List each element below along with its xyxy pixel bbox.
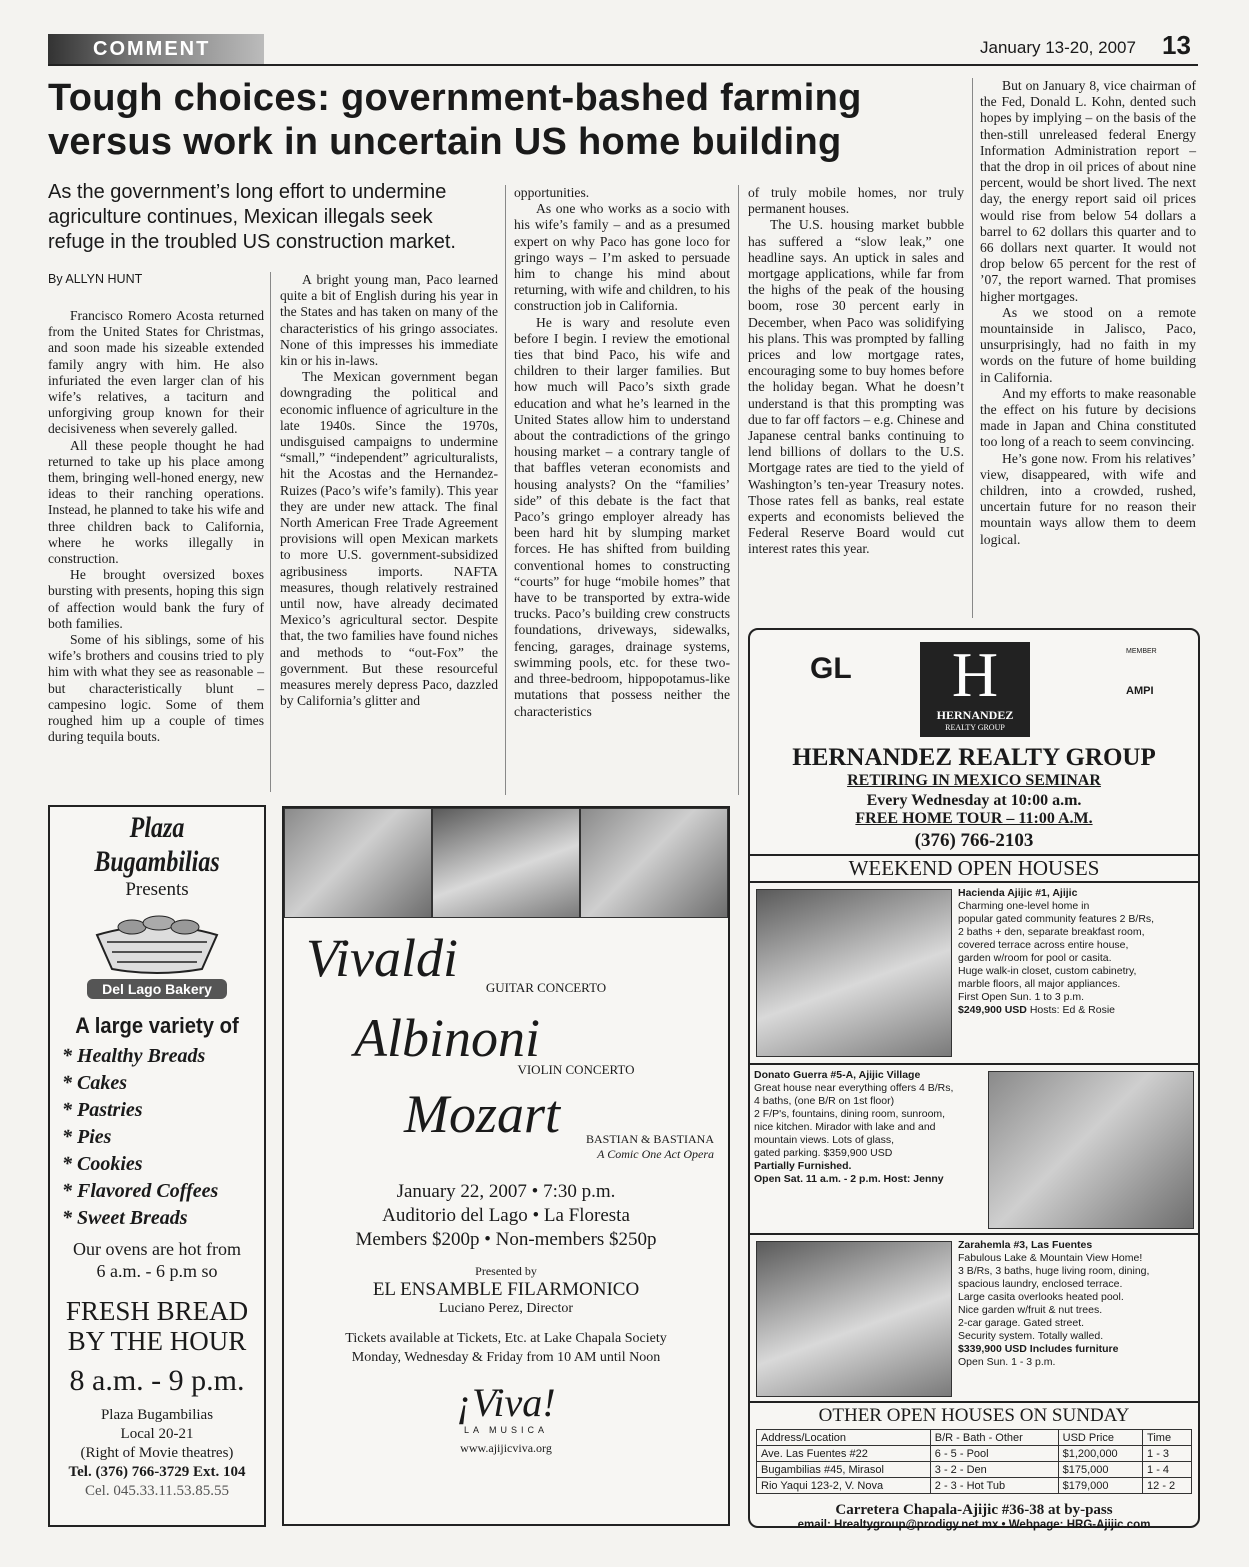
guitar-photo — [580, 808, 728, 918]
column-1 — [48, 308, 264, 745]
open-houses-table — [756, 1429, 1192, 1494]
listing-price-host — [958, 1004, 1194, 1017]
listing-2 — [750, 1065, 1198, 1235]
paragraph: As we stood on a remote mountainside in Jalisco, Paco, unsurprisingly, had no faith in my words on the future of home building in California. — [980, 304, 1196, 385]
weekend-heading: WEEKEND OPEN HOUSES — [750, 854, 1198, 883]
table-row — [757, 1446, 1192, 1462]
ampi-logo: AMPI — [1126, 685, 1154, 697]
address-line: Plaza Bugambilias — [100, 1407, 214, 1423]
bakery-item: * Pies — [62, 1126, 112, 1148]
paragraph: He’s gone now. From his relatives’ view, disappeared, with wife and children, into a crowded, rushed, uncertain future for no reason their mountain ways allow them to deem logical. — [980, 450, 1196, 547]
listing-line: Security system. Totally walled. — [958, 1330, 1104, 1342]
headline — [48, 76, 968, 164]
realty-tour: FREE HOME TOUR – 11:00 A.M. — [855, 810, 1093, 827]
mozart-title: Mozart — [404, 1084, 561, 1144]
ticket-line: Tickets available at Tickets, Etc. at Lake Chapala Society — [345, 1331, 667, 1346]
listing-title: Donato Guerra #5-A, Ajijic Village — [754, 1069, 921, 1081]
listing-line: Great house near everything offers 4 B/Rs, — [754, 1082, 954, 1094]
address-line: (Right of Movie theatres) — [80, 1445, 234, 1461]
ensemble-name: EL ENSAMBLE FILARMONICO — [372, 1279, 640, 1300]
listing-text — [958, 1239, 1194, 1369]
column-2 — [280, 272, 498, 709]
bakery-logo: Del Lago Bakery — [87, 979, 227, 999]
bakery-tel: Tel. (376) 766-3729 Ext. 104 — [68, 1464, 246, 1480]
column-rule — [270, 272, 271, 792]
paragraph: He is wary and resolute even before I begin. I review the emotional ties that bind Paco, his wife and children to their larger families. But how much will Paco’s sixth grade education and what he’s learned in the United States allow him to understand about the contradictions of the gringo housing market – a contrary tangle of that baffles veteran economists and housing analysts? On the “families’ side” of this debate is the fact that Paco’s gringo employer already has been hard hit by slumping market forces. He has shifted from building conventional homes to constructing “courts” for huge “mobile homes” that have to be transported by extra-wide trucks. Paco’s building crew constructs foundations, driveways, sidewalks, fencing, garages, drainage systems, swimming pools, etc. for these two- and three-bedroom, hippopotamus-like mutations that possess neither the characteristics — [514, 314, 730, 719]
page-number: 13 — [1162, 30, 1191, 60]
paragraph: He brought oversized boxes bursting with presents, hoping this sign of affection would bank the fury of both families. — [48, 567, 264, 631]
h-logo-band-2: REALTY GROUP — [945, 723, 1005, 732]
concert-price: Members $200p • Non-members $250p — [355, 1229, 657, 1250]
bakery-ad — [48, 805, 266, 1527]
column-5 — [980, 78, 1196, 548]
paragraph: The U.S. housing market bubble has suffered a “slow leak,” one headline says. An uptick in sales and mortgage applications, while far from the highs of the peak of the housing boom, rose 30 percent early in December, when Paco was solidifying his plans. This was prompted by falling prices and low mortgage rates, encouraging some to buy homes before the holiday began. What he doesn’t understand is that this prompting was due to far off factors – e.g. Chinese and Japanese central banks continuing to lend billions of dollars to the U.S. Mortgage rates are tied to the yield of Washington’s ten-year Treasury notes. Those rates fell as banks, real estate experts and economists believed the Federal Reserve Board would cut interest rates this year. — [748, 217, 964, 557]
table-cell: 2 - 3 - Hot Tub — [930, 1478, 1058, 1494]
paragraph: All these people thought he had returned to take up his place among them, bringing well-honed energy, new ideas to their ranching operations. Instead, he planned to take his wife and three children back to California, where he works illegally in construction. — [48, 437, 264, 567]
bakery-variety: A large variety of — [75, 1013, 239, 1038]
listing-extra: Partially Furnished. — [754, 1160, 852, 1172]
column-rule — [505, 185, 506, 795]
column-4 — [748, 185, 964, 558]
h-logo-letter: H — [951, 639, 999, 710]
viva-logo: ¡Viva! — [456, 1380, 556, 1425]
listing-line: covered terrace across entire house, — [958, 939, 1129, 951]
realty-phone: (376) 766-2103 — [914, 830, 1034, 851]
ovens-line: Our ovens are hot from — [73, 1239, 241, 1259]
headline-line-2: versus work in uncertain US home building — [48, 121, 842, 163]
bakery-hours: 8 a.m. - 9 p.m. — [69, 1364, 245, 1397]
listing-line: First Open Sun. 1 to 3 p.m. — [958, 991, 1085, 1003]
realty-when: Every Wednesday at 10:00 a.m. — [866, 792, 1082, 809]
bakery-ovens — [50, 1238, 264, 1282]
ampi-member-label: MEMBER — [1126, 648, 1157, 655]
viva-logo-sub: LA MUSICA — [463, 1425, 548, 1435]
table-cell: 3 - 2 - Den — [930, 1462, 1058, 1478]
ovens-line: 6 a.m. - 6 p.m so — [96, 1261, 218, 1281]
table-cell: 6 - 5 - Pool — [930, 1446, 1058, 1462]
listing-1 — [750, 883, 1198, 1065]
realty-ad — [748, 628, 1200, 1531]
listing-text — [958, 887, 1194, 1017]
listing-title: Hacienda Ajijic #1, Ajijic — [958, 887, 1078, 899]
table-cell: Rio Yaqui 123-2, V. Nova — [757, 1478, 931, 1494]
listing-photo — [988, 1071, 1194, 1229]
fresh-line: BY THE HOUR — [67, 1326, 247, 1356]
bakery-item: * Flavored Coffees — [62, 1180, 219, 1202]
listing-line: nice kitchen. Mirador with lake and and — [754, 1121, 936, 1133]
column-rule — [972, 78, 973, 618]
listing-line: 4 baths, (one B/R on 1st floor) — [754, 1095, 895, 1107]
deck-line-3: refuge in the troubled US construction market. — [48, 231, 456, 253]
paragraph: A bright young man, Paco learned quite a bit of English during his year in the States and has taken on many of the characteristics of his gringo associates. None of this impresses his immediate kin or his in-laws. — [280, 272, 498, 369]
realty-contact: email: Hrealtygroup@prodigy.net.mx • Webpage: HRG-Ajijic.com — [797, 1519, 1151, 1531]
listing-text — [754, 1069, 986, 1186]
musicians-photo — [284, 808, 728, 918]
paragraph: The Mexican government began downgrading the political and economic influence of agriculture in the late 1940s. Since the 1970s, undisguised campaigns to undermine “small,” “independent” agriculturalists, hit the Acostas and the Hernandez-Ruizes (Paco’s wife’s family). This year they are under new attack. The final North American Free Trade Agreement provisions will open Mexican markets to more U.S. government-subsidized agribusiness imports. NAFTA measures, though relatively restrained until now, have already decimated Mexico’s agricultural sector. Despite that, the two families have found niches and methods to “out-Fox” the government. But these resourceful measures merely depress Paco, dazzled by California’s glitter and — [280, 369, 498, 709]
table-header-cell: USD Price — [1058, 1430, 1142, 1446]
listing-3 — [750, 1235, 1198, 1403]
listing-line: Fabulous Lake & Mountain View Home! — [958, 1252, 1143, 1264]
deck-line-1: As the government’s long effort to undermine — [48, 181, 447, 203]
mozart-sub-1: BASTIAN & BASTIANA — [585, 1132, 714, 1146]
paragraph: Some of his siblings, some of his wife’s brothers and cousins tried to ply him with what they see as reasonable – but characteristically blunt – campesino logic. Some of them roughed him up a couple of times during tequila bouts. — [48, 632, 264, 745]
paragraph: As one who works as a socio with his wife’s family – and as a presumed expert on why Paco has gone loco for gringo ways – I’m asked to persuade him to change his mind about returning, with wife and children, to his construction job in California. — [514, 201, 730, 314]
bakery-title: Plaza Bugambilias — [94, 811, 220, 878]
paragraph: And my efforts to make reasonable the effect on his future by decisions made in Japan and China constituted too long of a reach to seem convincing. — [980, 385, 1196, 450]
bakery-item: * Cakes — [62, 1072, 127, 1094]
ticket-line: Monday, Wednesday & Friday from 10 AM until Noon — [351, 1350, 661, 1365]
table-cell: 1 - 4 — [1143, 1462, 1192, 1478]
albinoni-title: Albinoni — [354, 1008, 540, 1068]
listing-title: Zarahemla #3, Las Fuentes — [958, 1239, 1093, 1251]
bakery-item: * Cookies — [62, 1153, 143, 1175]
header-rule — [48, 64, 1198, 66]
realty-address: Carretera Chapala-Ajijic #36-38 at by-pass — [835, 1502, 1113, 1518]
address-line: Local 20-21 — [120, 1426, 194, 1442]
listing-line: Charming one-level home in — [958, 900, 1090, 912]
deck — [48, 180, 508, 255]
bakery-address — [50, 1406, 264, 1501]
realty-name: HERNANDEZ REALTY GROUP — [792, 744, 1156, 771]
table-cell: 1 - 3 — [1143, 1446, 1192, 1462]
listing-line: 2-car garage. Gated street. — [958, 1317, 1085, 1329]
viva-web: www.ajijicviva.org — [460, 1441, 552, 1455]
concert-ad — [282, 806, 730, 1526]
table-cell: $179,000 — [1058, 1478, 1142, 1494]
mozart-sub-2: A Comic One Act Opera — [597, 1147, 714, 1161]
violin-photo — [284, 808, 432, 918]
table-row — [757, 1478, 1192, 1494]
listing-host: Hosts: Ed & Rosie — [1029, 1004, 1116, 1016]
listing-price: $249,900 USD — [958, 1004, 1027, 1016]
listing-line: marble floors, all major appliances. — [958, 978, 1121, 990]
listing-price: $339,900 USD Includes furniture — [958, 1343, 1119, 1355]
listing-host: Open Sat. 11 a.m. - 2 p.m. Host: Jenny — [754, 1173, 944, 1185]
section-label: COMMENT — [48, 34, 264, 64]
director: Luciano Perez, Director — [438, 1301, 574, 1316]
listing-line: popular gated community features 2 B/Rs, — [958, 913, 1155, 925]
concert-date: January 22, 2007 • 7:30 p.m. — [396, 1181, 616, 1202]
ticket-info — [284, 1329, 728, 1367]
headline-line-1: Tough choices: government-bashed farming — [48, 77, 862, 119]
performers-photo — [432, 808, 580, 918]
paragraph: But on January 8, vice chairman of the Fed, Donald L. Kohn, dented such hopes by implying – on the basis of the then-still unreleased federal Energy Information Administration report – that the drop in oil prices of about nine percent, would be short lived. The next day, the energy report said oil prices would rise from below 54 dollars a barrel to 62 dollars this quarter and to 66 dollars next quarter. It would not drop below 65 percent for the rest of ’07, the report warned. That promises higher mortgages. — [980, 78, 1196, 304]
concert-venue: Auditorio del Lago • La Floresta — [382, 1205, 630, 1226]
paragraph: opportunities. — [514, 185, 590, 200]
listing-line: garden w/room for pool or casita. — [958, 952, 1112, 964]
table-cell: $1,200,000 — [1058, 1446, 1142, 1462]
deck-line-2: agriculture continues, Mexican illegals seek — [48, 206, 433, 228]
realty-logos — [750, 630, 1198, 740]
table-cell: $175,000 — [1058, 1462, 1142, 1478]
table-cell: 12 - 2 — [1143, 1478, 1192, 1494]
concert-details — [284, 1180, 728, 1252]
table-row — [757, 1462, 1192, 1478]
other-heading: OTHER OPEN HOUSES ON SUNDAY — [818, 1405, 1130, 1426]
paragraph: Francisco Romero Acosta returned from the United States for Christmas, and soon made his sizeable extended family angry with him. He also infuriated the even larger clan of his wife’s relatives, a taciturn and unforgiving group known for their decisiveness when severely galled. — [48, 308, 264, 437]
h-logo-band: HERNANDEZ — [936, 708, 1014, 722]
table-header-cell: Time — [1143, 1430, 1192, 1446]
bakery-item: * Healthy Breads — [62, 1045, 206, 1067]
byline: By ALLYN HUNT — [48, 272, 143, 286]
bakery-item: * Sweet Breads — [62, 1207, 188, 1229]
vivaldi-subtitle: GUITAR CONCERTO — [485, 980, 607, 995]
vivaldi-title: Vivaldi — [306, 928, 458, 988]
listing-price: gated parking. $359,900 USD — [754, 1147, 893, 1159]
albinoni-subtitle: VIOLIN CONCERTO — [517, 1062, 635, 1077]
paragraph: of truly mobile homes, nor truly permanent houses. — [748, 185, 964, 217]
listing-line: spacious laundry, enclosed terrace. — [958, 1278, 1123, 1290]
fresh-line: FRESH BREAD — [65, 1296, 249, 1326]
listing-photo — [756, 889, 952, 1057]
listing-line: Huge walk-in closet, custom cabinetry, — [958, 965, 1137, 977]
listing-line: 2 baths + den, separate breakfast room, — [958, 926, 1145, 938]
bakery-item: * Pastries — [62, 1099, 143, 1121]
listing-photo — [756, 1241, 952, 1397]
bread-basket-icon — [77, 907, 237, 977]
column-3 — [514, 185, 730, 720]
table-header — [757, 1430, 1192, 1446]
gl-logo: GL — [810, 652, 852, 685]
listing-line: 3 B/Rs, 3 baths, huge living room, dining, — [958, 1265, 1150, 1277]
fresh-bread — [50, 1296, 264, 1356]
presented-by: Presented by — [475, 1264, 537, 1278]
listing-line: 2 F/P's, fountains, dining room, sunroom, — [754, 1108, 946, 1120]
h-logo — [920, 639, 1030, 737]
bakery-cel: Cel. 045.33.11.53.85.55 — [84, 1483, 230, 1499]
table-header-cell: B/R - Bath - Other — [930, 1430, 1058, 1446]
bakery-presents: Presents — [125, 879, 189, 900]
table-header-cell: Address/Location — [757, 1430, 931, 1446]
issue-date: January 13-20, 2007 — [980, 38, 1136, 57]
table-cell: Ave. Las Fuentes #22 — [757, 1446, 931, 1462]
table-cell: Bugambilias #45, Mirasol — [757, 1462, 931, 1478]
bakery-items — [50, 1043, 264, 1232]
listing-line: mountain views. Lots of glass, — [754, 1134, 895, 1146]
listing-line: Large casita overlooks heated pool. — [958, 1291, 1124, 1303]
realty-seminar: RETIRING IN MEXICO SEMINAR — [847, 772, 1101, 789]
listing-host: Open Sun. 1 - 3 p.m. — [958, 1356, 1056, 1368]
column-rule — [738, 185, 739, 795]
listing-line: Nice garden w/fruit & nut trees. — [958, 1304, 1103, 1316]
